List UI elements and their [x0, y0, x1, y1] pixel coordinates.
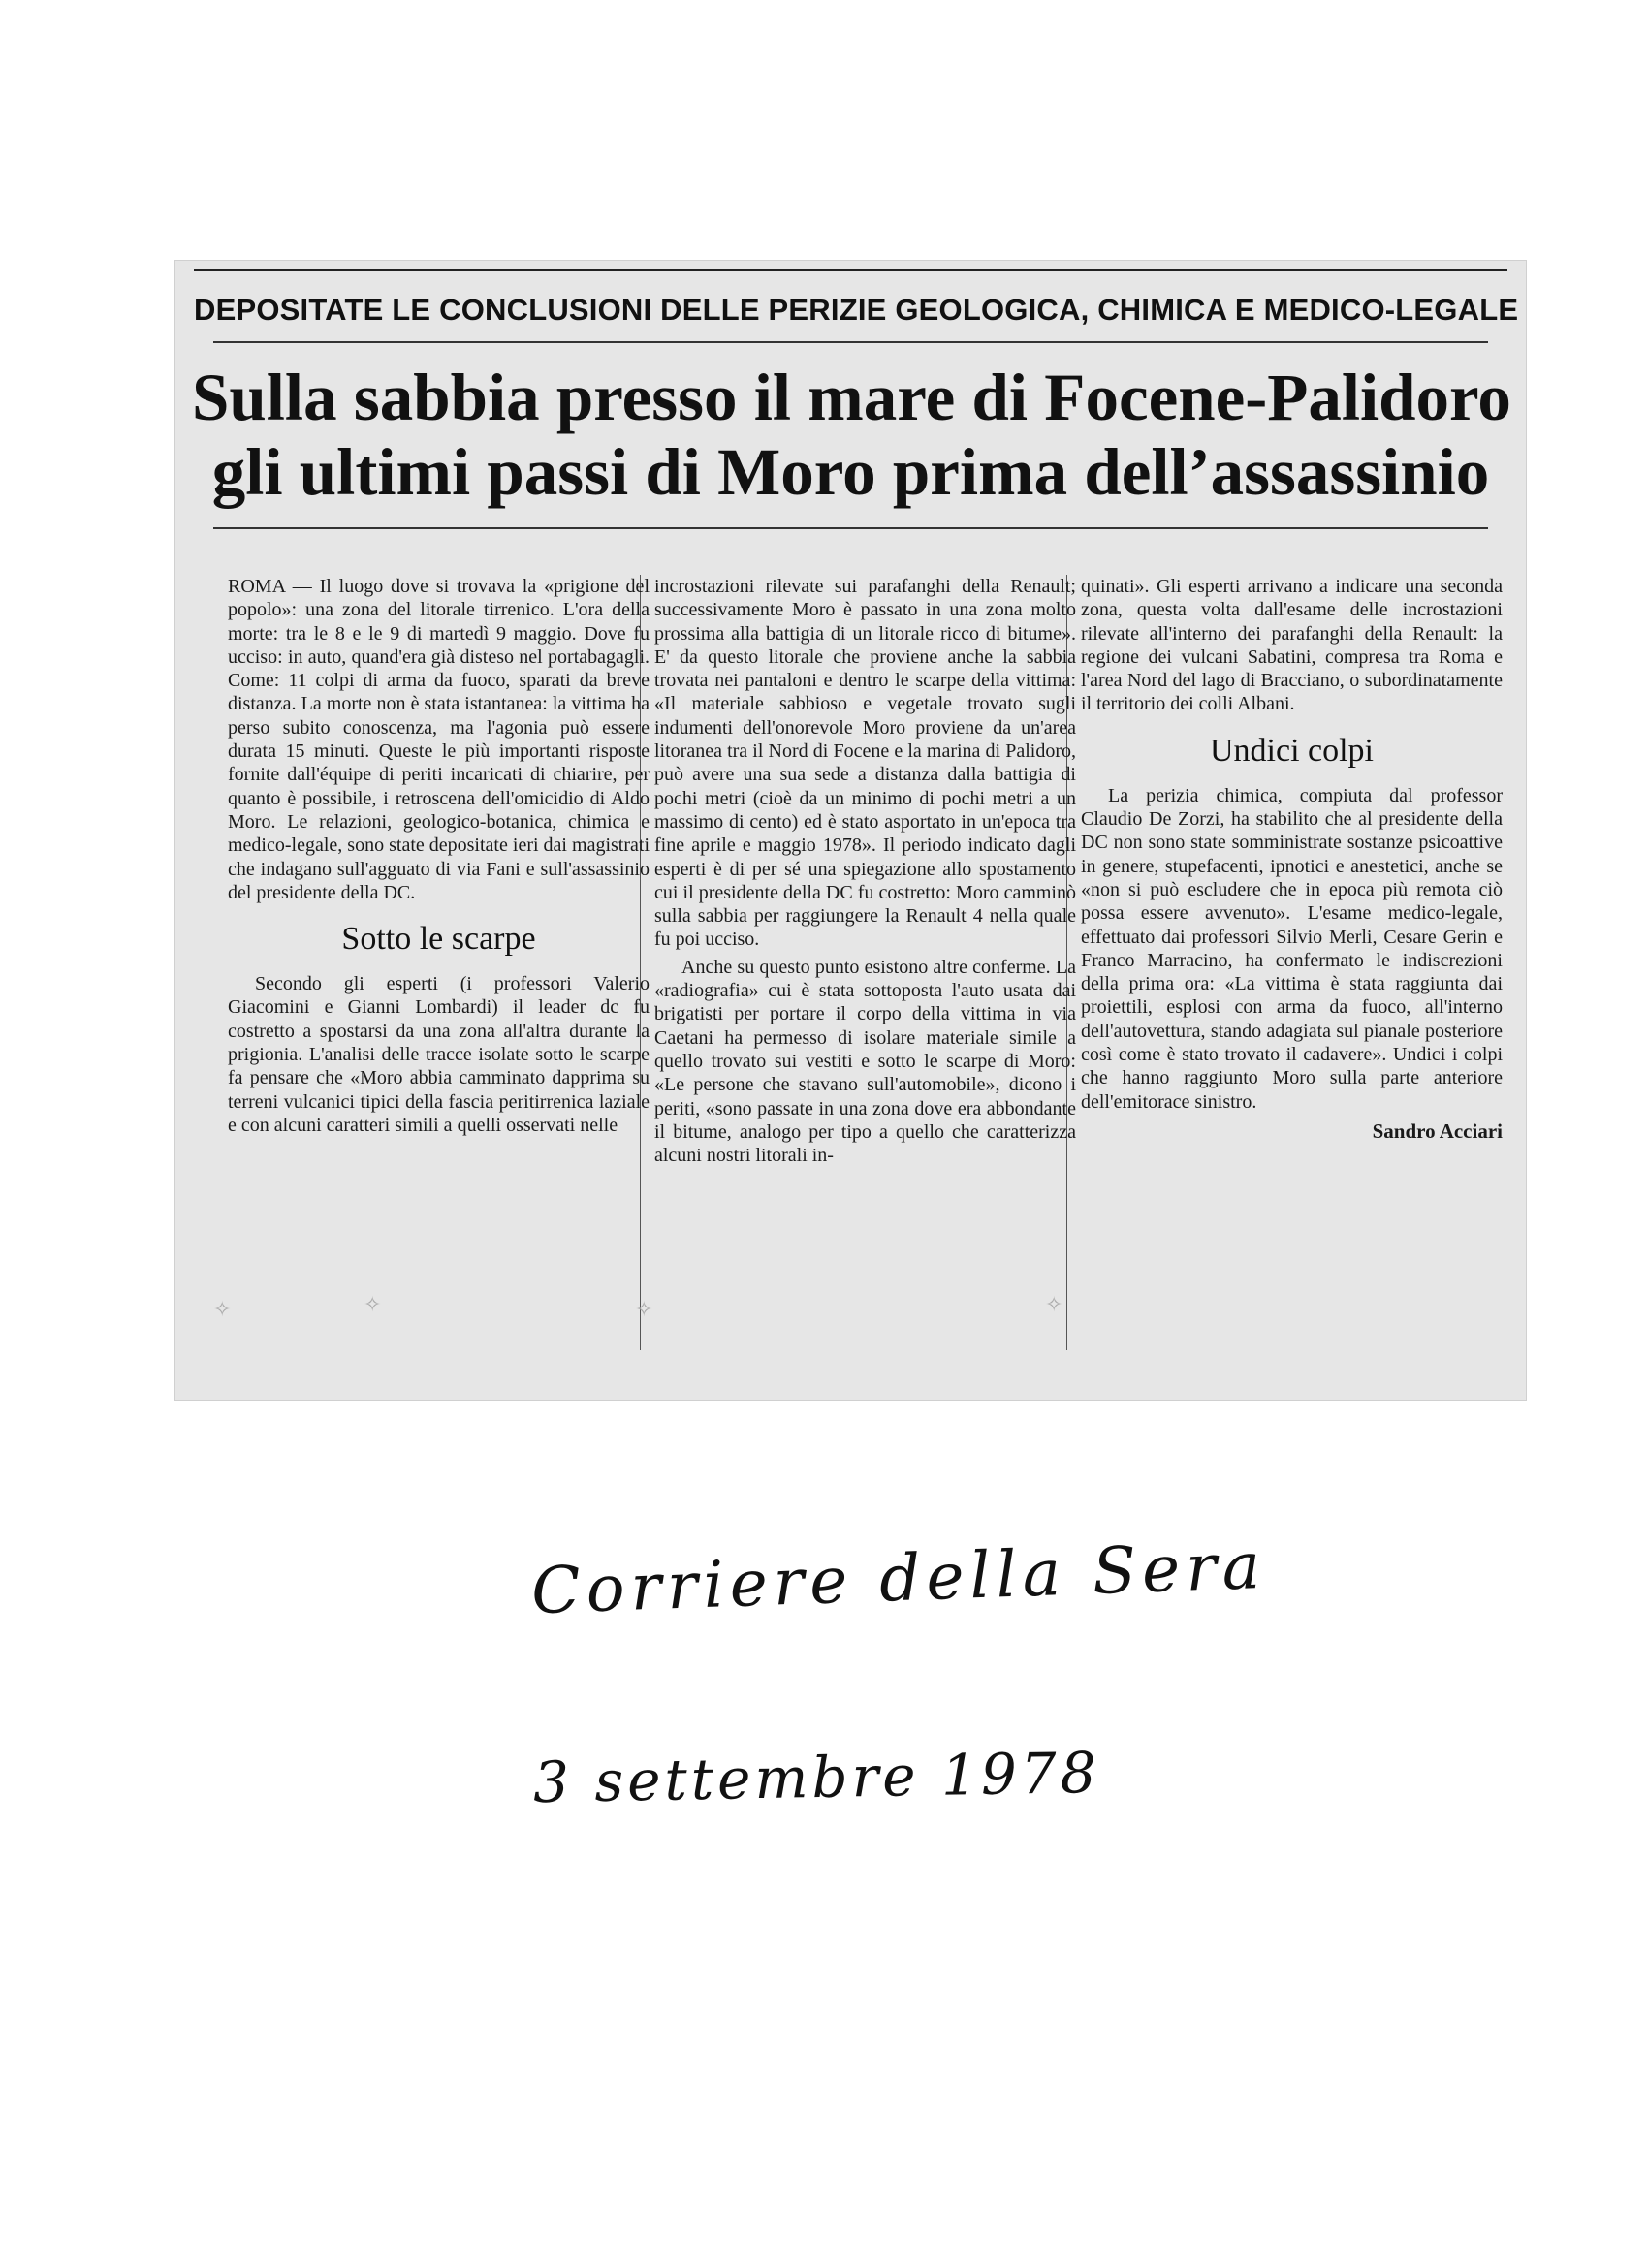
handwritten-source: Corriere della Sera [529, 1528, 1268, 1629]
top-rule [194, 269, 1507, 271]
headline-line-1: Sulla sabbia presso il mare di Focene-Palidoro [192, 361, 1511, 434]
article-headline [192, 361, 1509, 510]
headline-divider [213, 527, 1488, 529]
article-column-3 [1081, 575, 1503, 1143]
paragraph: Secondo gli esperti (i professori Valerio Giacomini e Gianni Lombardi) il leader dc fu costretto a spostarsi da una zona all'altra durante la prigionia. L'analisi delle tracce isolate sotto le scarpe fa pensare che «Moro abbia camminato dapprima su terreni vulcanici tipici della fascia peritirrenica laziale e con alcuni caratteri simili a quelli osservati nelle [228, 973, 650, 1136]
staple-mark-icon: ✧ [635, 1297, 653, 1321]
article-byline: Sandro Acciari [1372, 1118, 1503, 1143]
newspaper-clipping [174, 260, 1527, 1401]
article-column-2 [654, 575, 1076, 1167]
paragraph: quinati». Gli esperti arrivano a indicare una seconda zona, questa volta dall'esame delle incrostazioni rilevate all'interno dei parafanghi della Renault: la regione dei vulcani Sabatini, compresa tra Roma e l'area Nord del lago di Bracciano, o subordinatamente il territorio dei colli Albani. [1081, 576, 1503, 715]
kicker-divider [213, 341, 1488, 343]
paragraph: Anche su questo punto esistono altre conferme. La «radiografia» cui è stata sottoposta l'auto usata dai brigatisti per portare il corpo della vittima in via Caetani ha permesso di isolare materiale simile a quello trovato sui vestiti e sotto le scarpe di Moro: «Le persone che stavano sull'automobile», dicono i periti, «sono passate in una zona dove era abbondante il bitume, analogo per tipo a quello che caratterizza alcuni nostri litorali in- [654, 956, 1076, 1167]
subheading: Sotto le scarpe [341, 921, 536, 958]
headline-line-2: gli ultimi passi di Moro prima dell’assassinio [211, 435, 1490, 509]
staple-mark-icon: ✧ [364, 1292, 382, 1316]
article-kicker: DEPOSITATE LE CONCLUSIONI DELLE PERIZIE GEOLOGICA, CHIMICA E MEDICO-LEGALE [194, 293, 1519, 327]
paragraph: incrostazioni rilevate sui parafanghi della Renault; successivamente Moro è passato in una zona molto prossima alla battigia di un litorale ricco di bitume». E' da questo litorale che proviene anche la sabbia trovata nei pantaloni e dentro le scarpe della vittima: «Il materiale sabbioso e vegetale trovato sugli indumenti dell'onorevole Moro proviene da un'area litoranea tra il Nord di Focene e la marina di Palidoro, può avere una sua sede a distanza dalla battigia di pochi metri (cioè da un minimo di pochi metri a un massimo di cento) ed è stato asportato in un'epoca tra fine aprile e maggio 1978». Il periodo indicato dagli esperti è di per sé una spiegazione allo spostamento cui il presidente della DC fu costretto: Moro camminò sulla sabbia per raggiungere la Renault 4 nella quale fu poi ucciso. [654, 576, 1076, 951]
handwritten-date: 3 settembre 1978 [532, 1739, 1101, 1816]
article-column-1 [228, 575, 650, 1137]
staple-mark-icon: ✧ [1045, 1292, 1063, 1316]
subheading: Undici colpi [1209, 732, 1375, 769]
paragraph: ROMA — Il luogo dove si trovava la «prigione del popolo»: una zona del litorale tirrenico. L'ora della morte: tra le 8 e le 9 di martedì 9 maggio. Dove fu ucciso: in auto, quand'era già disteso nel portabagagli. Come: 11 colpi di arma da fuoco, sparati da breve distanza. La morte non è stata istantanea: la vittima ha perso subito conoscenza, ma l'agonia può essere durata 15 minuti. Queste le più importanti risposte fornite dall'équipe di periti incaricati di chiarire, per quanto è possibile, i retroscena dell'omicidio di Aldo Moro. Le relazioni, geologico-botanica, chimica e medico-legale, sono state depositate ieri dai magistrati che indagano sull'agguato di via Fani e sull'assassinio del presidente della DC. [228, 576, 650, 903]
staple-mark-icon: ✧ [213, 1297, 232, 1321]
paragraph: La perizia chimica, compiuta dal professor Claudio De Zorzi, ha stabilito che al presidente della DC non sono state somministrate sostanze psicoattive in genere, stupefacenti, ipnotici e anestetici, anche se «non si può escludere che in epoca più remota ciò possa essere avvenuto». L'esame medico-legale, effettuato dai professori Silvio Merli, Cesare Gerin e Franco Marracino, ha confermato le indiscrezioni della prima ora: «La vittima è stata raggiunta dai proiettili, esplosi con arma da fuoco, all'interno dell'autovettura, stando adagiata sul pianale posteriore così come è stato trovato il cadavere». Undici i colpi che hanno raggiunto Moro sulla parte anteriore dell'emitorace sinistro. [1081, 784, 1503, 1113]
